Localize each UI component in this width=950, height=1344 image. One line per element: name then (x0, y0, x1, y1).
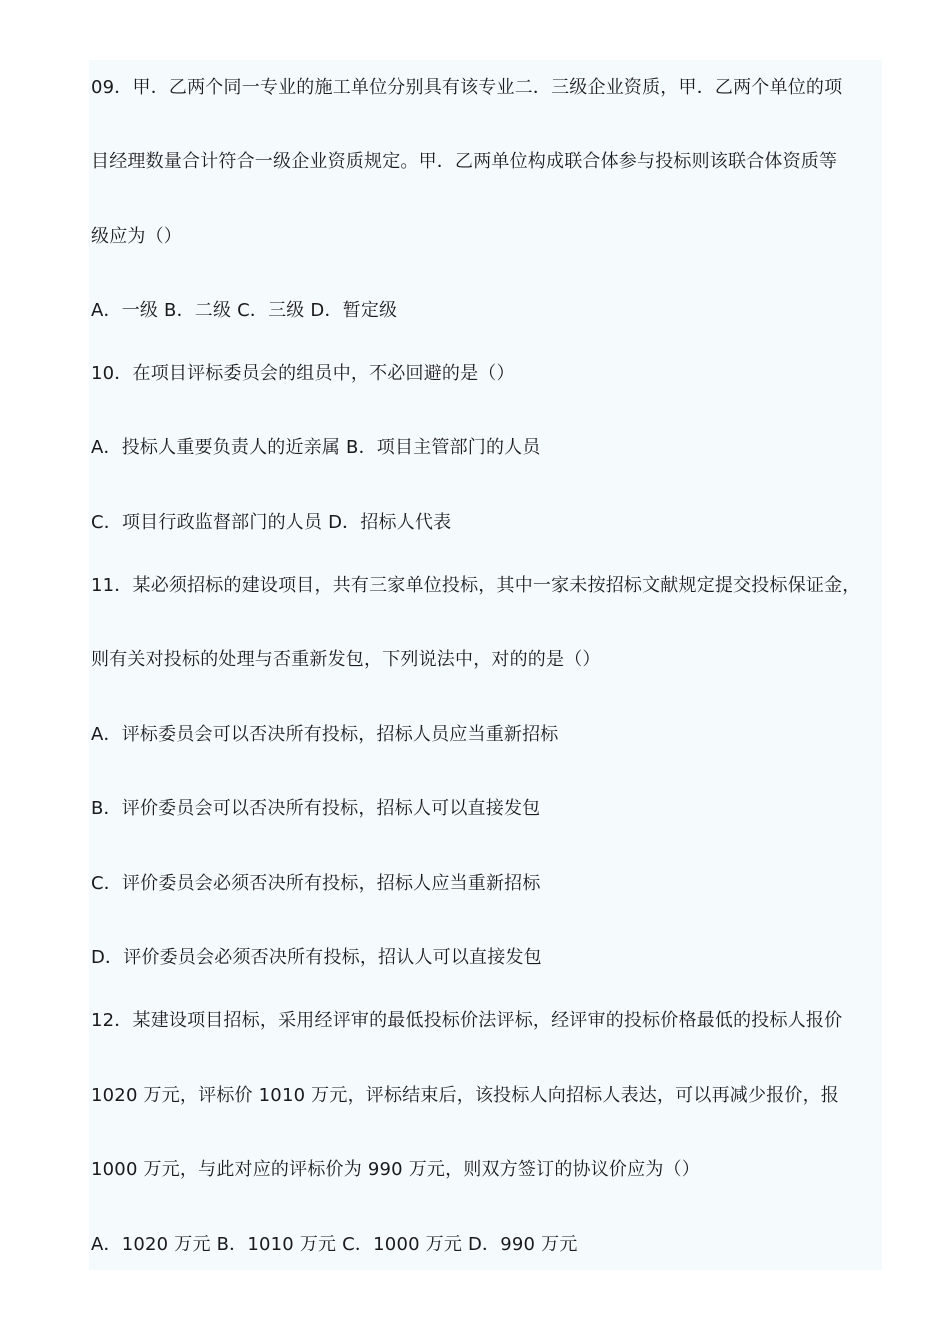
question-11-line-2: 则有关对投标的处理与否重新发包，下列说法中，对的的是（） (91, 649, 601, 670)
question-11-option-c: C．评价委员会必须否决所有投标，招标人应当重新招标 (91, 873, 541, 894)
question-11-option-b: B．评价委员会可以否决所有投标，招标人可以直接发包 (91, 798, 541, 819)
question-10-line-1: 10．在项目评标委员会的组员中，不必回避的是（） (91, 363, 515, 384)
question-09-line-1: 09．甲．乙两个同一专业的施工单位分别具有该专业二．三级企业资质，甲．乙两个单位的项 (91, 77, 843, 98)
question-11-option-a: A．评标委员会可以否决所有投标，招标人员应当重新招标 (91, 724, 559, 745)
question-11-option-d: D．评价委员会必须否决所有投标，招认人可以直接发包 (91, 947, 542, 968)
question-12-line-2: 1020 万元，评标价 1010 万元，评标结束后，该投标人向招标人表达，可以再减少报价，报 (91, 1085, 839, 1106)
question-12-line-3: 1000 万元，与此对应的评标价为 990 万元，则双方签订的协议价应为（） (91, 1159, 700, 1180)
question-11-line-1: 11．某必须招标的建设项目，共有三家单位投标，其中一家未按招标文献规定提交投标保证金， (91, 575, 861, 596)
question-09-options: A．一级 B．二级 C．三级 D．暂定级 (91, 300, 398, 321)
question-10-option-cd: C．项目行政监督部门的人员 D．招标人代表 (91, 512, 452, 533)
question-12-options: A．1020 万元 B．1010 万元 C．1000 万元 D．990 万元 (91, 1234, 578, 1255)
question-09-line-3: 级应为（） (91, 226, 182, 247)
question-10-option-ab: A．投标人重要负责人的近亲属 B．项目主管部门的人员 (91, 437, 541, 458)
question-09-line-2: 目经理数量合计符合一级企业资质规定。甲．乙两单位构成联合体参与投标则该联合体资质等 (91, 151, 838, 172)
question-12-line-1: 12．某建设项目招标，采用经评审的最低投标价法评标，经评审的投标价格最低的投标人报价 (91, 1010, 843, 1031)
